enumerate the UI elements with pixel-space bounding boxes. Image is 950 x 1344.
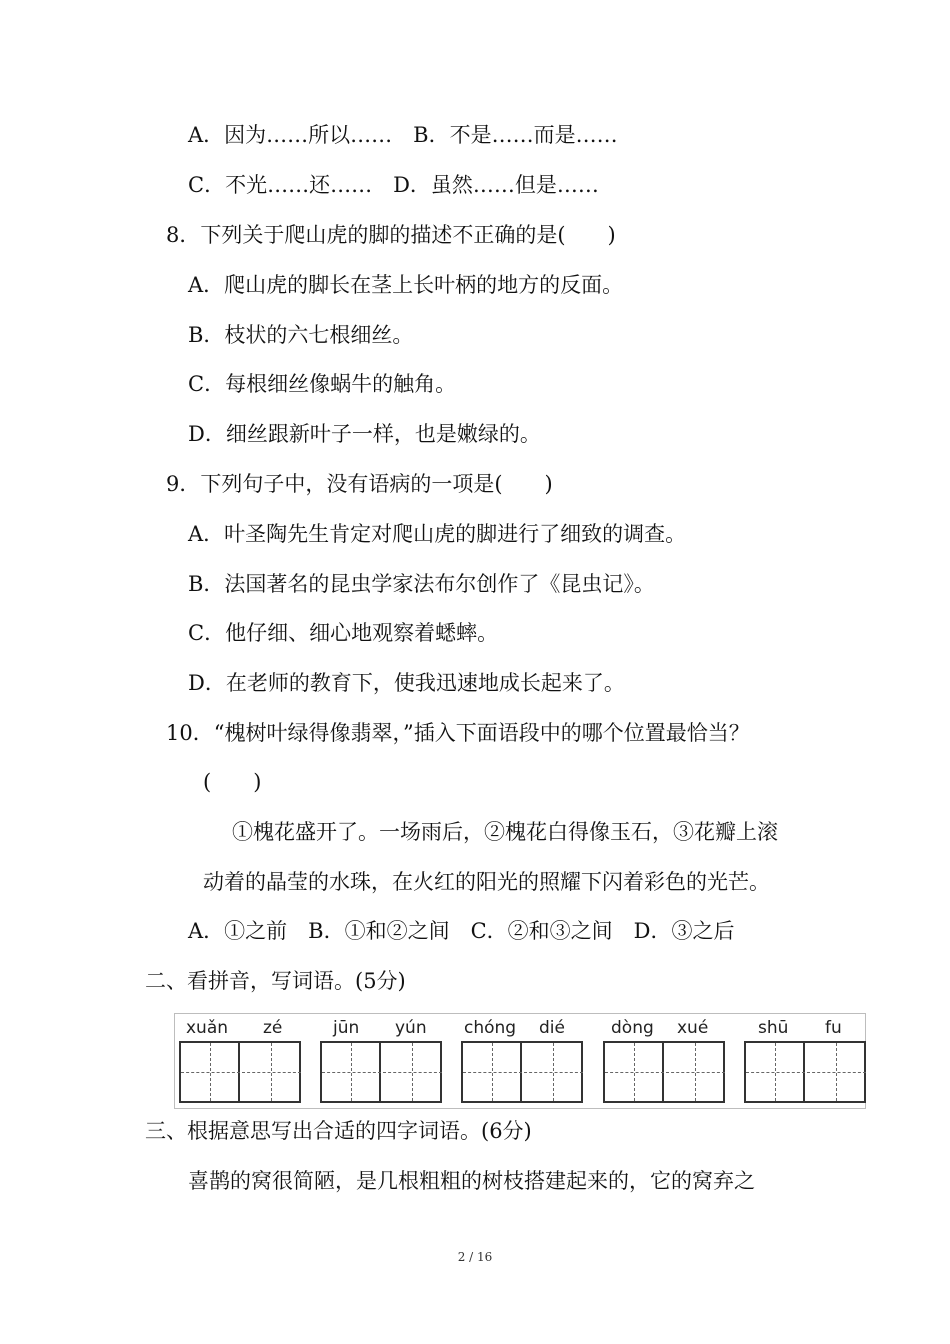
question-9-option-d: D．在老师的教育下，使我迅速地成长起来了。 xyxy=(188,671,625,695)
writing-box[interactable] xyxy=(744,1041,866,1103)
pinyin-group-3 xyxy=(460,1014,584,1110)
pinyin-syllable: dié xyxy=(539,1018,565,1038)
pinyin-syllable: xué xyxy=(677,1018,709,1038)
question-10: 10．“槐树叶绿得像翡翠，”插入下面语段中的哪个位置最恰当？ xyxy=(166,721,750,745)
pinyin-group-5 xyxy=(743,1014,867,1110)
question-8-option-b: B．枝状的六七根细丝。 xyxy=(188,323,414,347)
pinyin-group-1 xyxy=(178,1014,302,1110)
writing-cell[interactable] xyxy=(746,1043,805,1101)
writing-cell[interactable] xyxy=(524,1043,583,1101)
writing-box[interactable] xyxy=(179,1041,301,1103)
pinyin-group-2 xyxy=(319,1014,443,1110)
writing-cell[interactable] xyxy=(181,1043,240,1101)
writing-box[interactable] xyxy=(320,1041,442,1103)
question-9-option-a: A．叶圣陶先生肯定对爬山虎的脚进行了细致的调查。 xyxy=(188,522,687,546)
line-7-options-ab: A．因为……所以…… B．不是……而是…… xyxy=(188,123,618,147)
writing-cell[interactable] xyxy=(383,1043,442,1101)
question-10-options: A．①之前 B．①和②之间 C．②和③之间 D．③之后 xyxy=(188,919,735,943)
page-number: 2 / 16 xyxy=(457,1250,493,1264)
pinyin-syllable: chóng xyxy=(464,1018,517,1038)
section-3-passage: 喜鹊的窝很简陋，是几根粗粗的树枝搭建起来的，它的窝弃之 xyxy=(188,1169,755,1193)
question-10-answer-paren: ( ) xyxy=(203,770,262,794)
section-2-heading: 二、看拼音，写词语。(5分) xyxy=(145,969,406,993)
question-9-option-b: B．法国著名的昆虫学家法布尔创作了《昆虫记》。 xyxy=(188,572,655,596)
pinyin-syllable: jūn xyxy=(333,1018,360,1038)
writing-cell[interactable] xyxy=(322,1043,381,1101)
pinyin-syllable: yún xyxy=(395,1018,427,1038)
question-9: 9．下列句子中，没有语病的一项是( ) xyxy=(166,472,553,496)
writing-cell[interactable] xyxy=(605,1043,664,1101)
pinyin-group-4 xyxy=(602,1014,726,1110)
writing-cell[interactable] xyxy=(807,1043,866,1101)
question-8-option-d: D．细丝跟新叶子一样，也是嫩绿的。 xyxy=(188,422,541,446)
writing-box[interactable] xyxy=(603,1041,725,1103)
question-10-passage-line-1: ①槐花盛开了。一场雨后，②槐花白得像玉石，③花瓣上滚 xyxy=(232,820,778,844)
question-10-passage-line-2: 动着的晶莹的水珠，在火红的阳光的照耀下闪着彩色的光芒。 xyxy=(203,870,770,894)
pinyin-syllable: zé xyxy=(263,1018,283,1038)
pinyin-syllable: dòng xyxy=(611,1018,654,1038)
question-8-option-a: A．爬山虎的脚长在茎上长叶柄的地方的反面。 xyxy=(188,273,624,297)
pinyin-syllable: fu xyxy=(825,1018,842,1038)
writing-cell[interactable] xyxy=(463,1043,522,1101)
section-3-heading: 三、根据意思写出合适的四字词语。(6分) xyxy=(145,1119,532,1143)
question-8-option-c: C．每根细丝像蜗牛的触角。 xyxy=(188,372,457,396)
writing-cell[interactable] xyxy=(242,1043,301,1101)
writing-box[interactable] xyxy=(461,1041,583,1103)
question-9-option-c: C．他仔细、细心地观察着蟋蟀。 xyxy=(188,621,499,645)
pinyin-writing-grid xyxy=(174,1013,866,1109)
question-8: 8．下列关于爬山虎的脚的描述不正确的是( ) xyxy=(166,223,616,247)
pinyin-syllable: xuǎn xyxy=(186,1018,229,1038)
pinyin-syllable: shū xyxy=(758,1018,789,1038)
line-7-options-cd: C．不光……还…… D．虽然……但是…… xyxy=(188,173,599,197)
writing-cell[interactable] xyxy=(666,1043,725,1101)
